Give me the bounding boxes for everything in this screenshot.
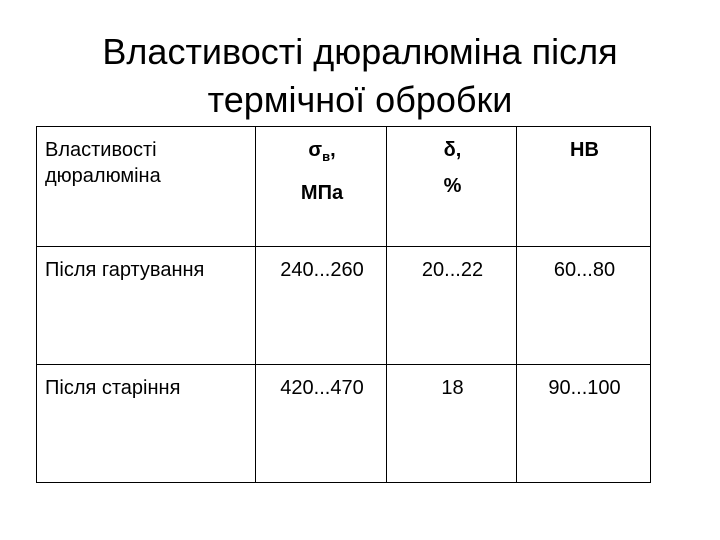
table-row xyxy=(37,365,651,483)
row-hardness: 60...80 xyxy=(517,247,651,365)
row-elongation: 20...22 xyxy=(387,247,517,365)
row-strength: 240...260 xyxy=(256,247,387,365)
header-elongation xyxy=(387,127,517,247)
header-properties: Властивості дюралюміна xyxy=(37,127,256,247)
table-row xyxy=(37,247,651,365)
title-line-1: Властивості дюралюміна після xyxy=(102,31,618,72)
row-label: Після старіння xyxy=(37,365,256,483)
delta-symbol: δ, xyxy=(443,139,462,161)
header-hardness: НВ xyxy=(517,127,651,247)
title-line-2: термічної обробки xyxy=(207,79,513,120)
row-elongation: 18 xyxy=(387,365,517,483)
table-header-row xyxy=(37,127,651,247)
sigma-comma: , xyxy=(330,139,336,161)
row-hardness: 90...100 xyxy=(517,365,651,483)
row-strength: 420...470 xyxy=(256,365,387,483)
page-title xyxy=(0,28,720,124)
header-elongation-unit: % xyxy=(443,175,462,197)
header-strength-unit: МПа xyxy=(300,182,344,204)
row-label: Після гартування xyxy=(37,247,256,365)
properties-table xyxy=(36,126,651,483)
sigma-symbol: σ xyxy=(308,139,323,161)
sigma-subscript: в xyxy=(322,149,331,164)
header-strength xyxy=(256,127,387,247)
header-strength-symbol-line xyxy=(264,137,380,170)
